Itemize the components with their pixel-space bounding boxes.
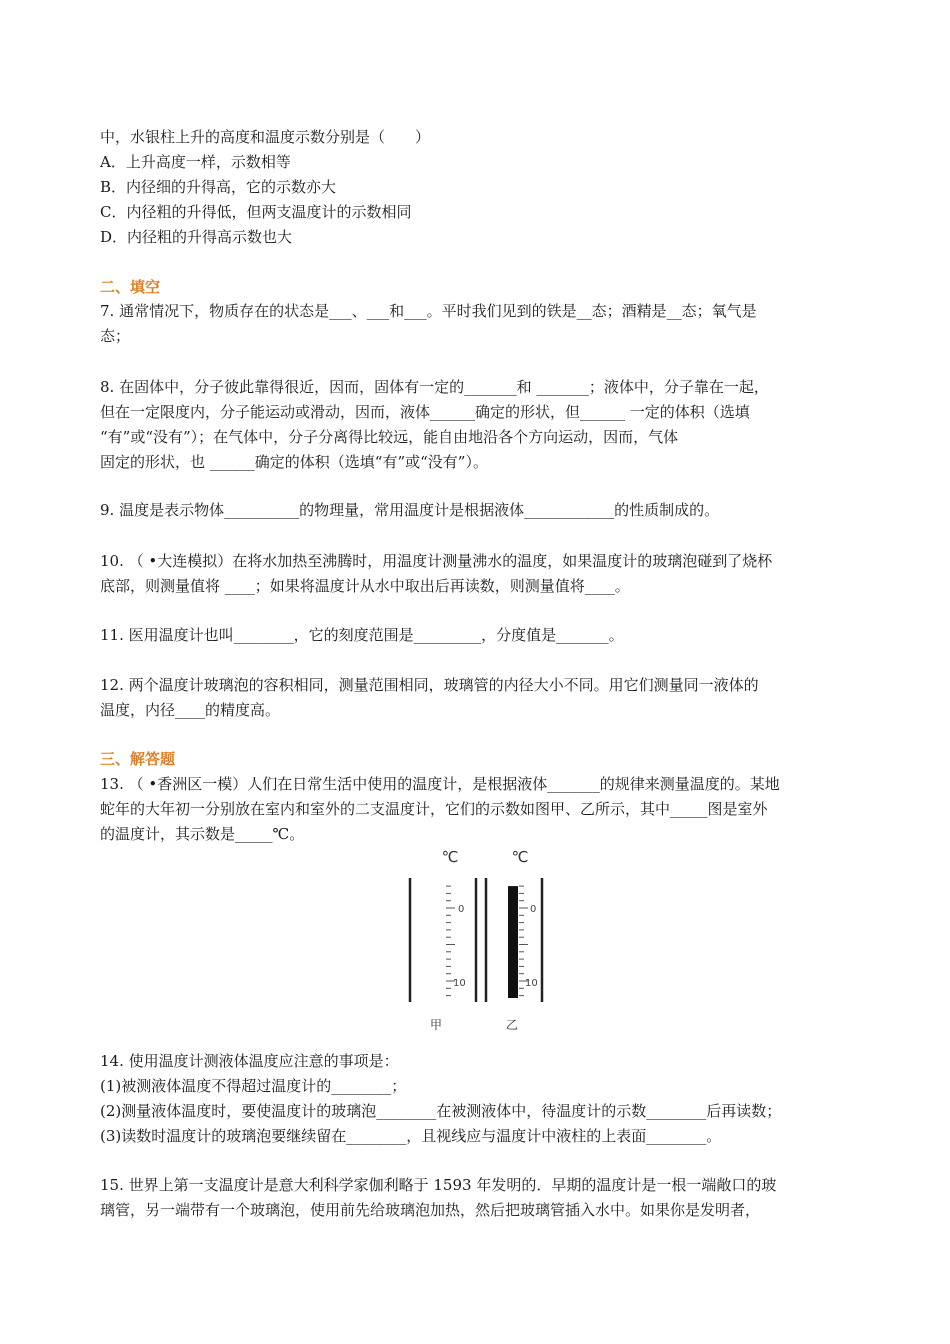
right-ten-label: 10 [525, 978, 538, 989]
q7-line2: 态； [100, 327, 131, 345]
q15-line1: 15. 世界上第一支温度计是意大利科学家伽利略于 1593 年发明的．早期的温度计是一根一端敞口的玻 [100, 1176, 777, 1194]
unit-label-left: ℃ [441, 848, 459, 866]
q14-intro: 14. 使用温度计测液体温度应注意的事项是： [100, 1052, 399, 1070]
q14-item3: (3)读数时温度计的玻璃泡要继续留在________，且视线应与温度计中液柱的上表面________。 [100, 1127, 722, 1145]
q14-item1: (1)被测液体温度不得超过温度计的________； [100, 1077, 407, 1095]
q6-option-d: D．内径粗的升得高示数也大 [100, 228, 293, 246]
q12-line1: 12. 两个温度计玻璃泡的容积相同，测量范围相同，玻璃管的内径大小不同。用它们测量同一液体的 [100, 676, 759, 694]
q8-line4: 固定的形状，也 ______确定的体积（选填“有”或“没有”）。 [100, 453, 488, 471]
q15-line2: 璃管，另一端带有一个玻璃泡，使用前先给玻璃泡加热，然后把玻璃管插入水中。如果你是发明者， [100, 1201, 761, 1219]
q8-line1: 8. 在固体中，分子彼此靠得很近，因而，固体有一定的_______和 _______；液体中，分子靠在一起， [100, 378, 769, 396]
left-ten-label: 10 [453, 978, 466, 989]
section-heading-fill-blank: 二、填空 [100, 278, 161, 296]
q6-option-b: B．内径细的升得高，它的示数亦大 [100, 178, 337, 196]
q13-line3: 的温度计，其示数是_____℃。 [100, 825, 305, 843]
right-liquid-column [508, 886, 518, 998]
thermometer-diagram [400, 840, 560, 1040]
q10-line2: 底部，则测量值将 ____；如果将温度计从水中取出后再读数，则测量值将____。 [100, 577, 630, 595]
q6-option-c: C．内径粗的升得低，但两支温度计的示数相同 [100, 203, 412, 221]
q10-line1: 10. （ •大连模拟）在将水加热至沸腾时，用温度计测量沸水的温度，如果温度计的玻璃泡碰到了烧杯 [100, 552, 773, 570]
thermometer-figure [400, 840, 560, 1040]
question-9: 9. 温度是表示物体__________的物理量，常用温度计是根据液体____________的性质制成的。 [100, 501, 720, 519]
q6-option-a: A．上升高度一样，示数相等 [100, 153, 291, 171]
section-heading-answer: 三、解答题 [100, 750, 176, 768]
q13-line2: 蛇年的大年初一分别放在室内和室外的二支温度计，它们的示数如图甲、乙所示，其中_____图是室外 [100, 800, 768, 818]
caption-jia: 甲 [430, 1018, 443, 1032]
left-zero-label: 0 [458, 904, 465, 915]
q13-line1: 13. （ •香洲区一模）人们在日常生活中使用的温度计，是根据液体_______的规律来测量温度的。某地 [100, 775, 780, 793]
q6-stem: 中，水银柱上升的高度和温度示数分别是（ ） [100, 128, 431, 146]
unit-label-right: ℃ [511, 848, 529, 866]
q8-line3: “有”或“没有”）；在气体中，分子分离得比较远，能自由地沿各个方向运动，因而，气体 [100, 428, 679, 446]
question-11: 11. 医用温度计也叫________，它的刻度范围是_________，分度值是_______。 [100, 626, 624, 644]
right-zero-label: 0 [530, 904, 537, 915]
q14-item2: (2)测量液体温度时，要使温度计的玻璃泡________在被测液体中，待温度计的示数________后再读数； [100, 1102, 782, 1120]
caption-yi: 乙 [506, 1018, 519, 1032]
q12-line2: 温度，内径____的精度高。 [100, 701, 281, 719]
q8-line2: 但在一定限度内，分子能运动或滑动，因而，液体______确定的形状，但______ 一定的体积（选填 [100, 403, 750, 421]
q7-line1: 7. 通常情况下，物质存在的状态是___、___和___。平时我们见到的铁是__态；酒精是__态；氧气是 [100, 302, 757, 320]
